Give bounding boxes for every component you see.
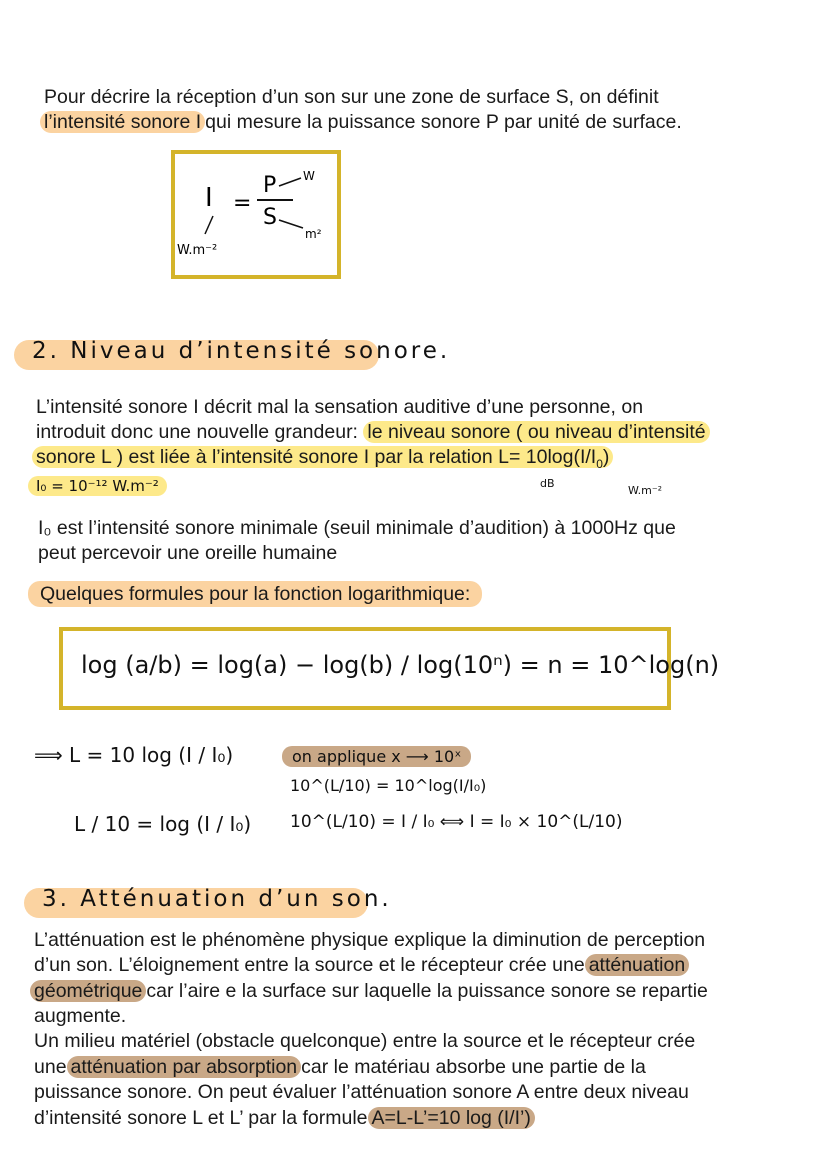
deriv-right-2: 10^(L/10) = I / I₀ ⟺ I = I₀ × 10^(L/10) — [290, 812, 623, 832]
s2-line-2-start: introduit donc une nouvelle grandeur: — [36, 421, 358, 443]
section2-title: 2. Niveau d’intensité sonore. — [32, 338, 451, 364]
deriv-note: on applique x ⟶ 10ˣ — [282, 746, 471, 767]
relation-text: sonore L ) est liée à l’intensité sonore I par la relation L= 10log(I/I — [36, 446, 597, 468]
intro-line-2-rest: qui mesure la puissance sonore P par unité de surface. — [205, 111, 682, 133]
s3-line-8-start: d’intensité sonore L et L’ par la formule — [34, 1107, 368, 1129]
s2-line-1: L’intensité sonore I décrit mal la sensation auditive d’une personne, on — [36, 396, 644, 418]
s3-line-6-start: une — [34, 1056, 67, 1078]
unit-w: W — [303, 169, 315, 183]
s3-line-1: L’atténuation est le phénomène physique explique la diminution de perception — [34, 929, 706, 951]
s3-line-2 — [34, 953, 689, 978]
highlight-geometrique: géométrique — [30, 980, 146, 1002]
section3-title: 3. Atténuation d’un son. — [42, 886, 392, 912]
formula-intensity-drawing — [175, 154, 337, 275]
highlight-niveau-sonore: le niveau sonore ( ou niveau d’intensité — [363, 421, 709, 443]
log-formula: log (a/b) = log(a) − log(b) / log(10ⁿ) = n = 10^log(n) — [81, 651, 720, 679]
i0-value: I₀ = 10⁻¹² W.m⁻² — [28, 476, 167, 496]
s3-line-8 — [34, 1106, 535, 1131]
log-heading — [28, 582, 482, 607]
s2-line-3 — [32, 445, 613, 477]
highlight-attenuation-1: atténuation — [585, 954, 690, 976]
deriv-right-1: 10^(L/10) = 10^log(I/I₀) — [290, 776, 487, 795]
s3-line-3-rest: car l’aire e la surface sur laquelle la puissance sonore se repartie — [146, 980, 708, 1002]
formula-eq: = — [233, 191, 252, 216]
unit-m2: m² — [305, 227, 322, 241]
highlight-log-heading: Quelques formules pour la fonction logarithmique: — [28, 581, 482, 607]
highlight-absorption: atténuation par absorption — [67, 1056, 302, 1078]
formula-lhs: I — [205, 183, 213, 213]
arrow-i-unit — [205, 216, 213, 234]
formula-num: P — [263, 173, 277, 198]
s3-line-4: augmente. — [34, 1005, 127, 1027]
relation-sub: 0 — [596, 456, 603, 471]
s3-line-3 — [30, 979, 708, 1004]
unit-i: W.m⁻² — [177, 243, 218, 258]
s3-line-6-rest: car le matériau absorbe une partie de la — [301, 1056, 646, 1078]
intro-line-2 — [40, 110, 682, 135]
unit-db: dB — [540, 477, 555, 490]
formula-den: S — [263, 205, 277, 230]
s2-line-2 — [36, 420, 710, 445]
arrow-m2 — [279, 220, 303, 228]
s3-line-6 — [34, 1055, 646, 1080]
deriv-line-2: L / 10 = log (I / I₀) — [74, 812, 252, 836]
intro-line-1: Pour décrire la réception d’un son sur une zone de surface S, on définit — [44, 86, 659, 108]
s2-p2-line-1: I₀ est l’intensité sonore minimale (seuil minimale d’audition) à 1000Hz que — [38, 517, 676, 539]
deriv-line-1: ⟹ L = 10 log (I / I₀) — [34, 743, 234, 767]
formula-box-log — [59, 627, 720, 710]
s3-line-2-start: d’un son. L’éloignement entre la source et le récepteur crée une — [34, 954, 585, 976]
unit-wm2: W.m⁻² — [628, 484, 663, 497]
formula-box-intensity — [171, 150, 341, 279]
highlight-formula-attenuation: A=L-L’=10 log (I/I’) — [368, 1107, 535, 1129]
arrow-w — [279, 178, 301, 186]
highlight-intensite-sonore: l’intensité sonore I — [40, 111, 205, 133]
highlight-relation — [32, 446, 613, 471]
relation-end: ) — [602, 446, 610, 468]
s2-p2-line-2: peut percevoir une oreille humaine — [38, 542, 338, 564]
s3-line-7: puissance sonore. On peut évaluer l’atténuation sonore A entre deux niveau — [34, 1081, 689, 1103]
s3-line-5: Un milieu matériel (obstacle quelconque) entre la source et le récepteur crée — [34, 1030, 696, 1052]
